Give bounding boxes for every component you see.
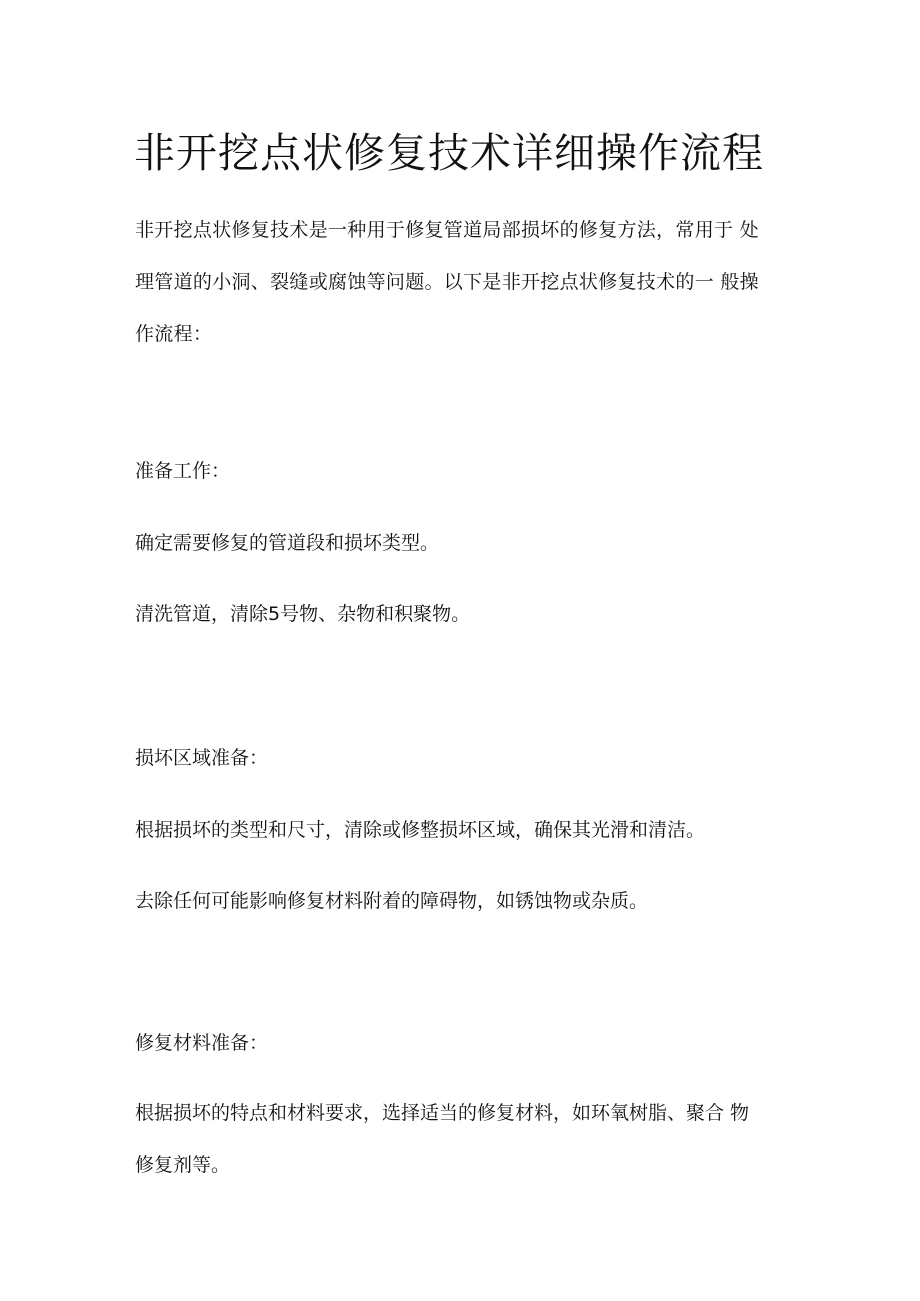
section-item-line: 修复剂等。 [135, 1154, 231, 1176]
section-item: 清洗管道，清除5号物、杂物和积聚物。 [135, 603, 471, 625]
section-item: 根据损坏的类型和尺寸，清除或修整损坏区域，确保其光滑和清洁。 [135, 819, 706, 841]
document-title: 非开挖点状修复技术详细操作流程 [134, 129, 764, 177]
section-item-multiline [135, 1087, 749, 1191]
intro-paragraph [135, 204, 795, 360]
section-heading-preparation: 准备工作： [135, 460, 231, 482]
section-item-line: 根据损坏的特点和材料要求，选择适当的修复材料，如环氧树脂、聚合 物 [135, 1102, 750, 1124]
section-heading-material: 修复材料准备： [135, 1032, 269, 1054]
intro-line: 非开挖点状修复技术是一种用于修复管道局部损坏的修复方法，常用于 处 [135, 219, 759, 241]
section-item: 去除任何可能影响修复材料附着的障碍物，如锈蚀物或杂质。 [135, 890, 649, 912]
section-item: 确定需要修复的管道段和损坏类型。 [135, 532, 440, 554]
section-heading-damage-area: 损坏区域准备： [135, 747, 269, 769]
intro-line: 作流程： [135, 323, 213, 345]
intro-line: 理管道的小洞、裂缝或腐蚀等问题。以下是非开挖点状修复技术的一 般操 [135, 271, 759, 293]
